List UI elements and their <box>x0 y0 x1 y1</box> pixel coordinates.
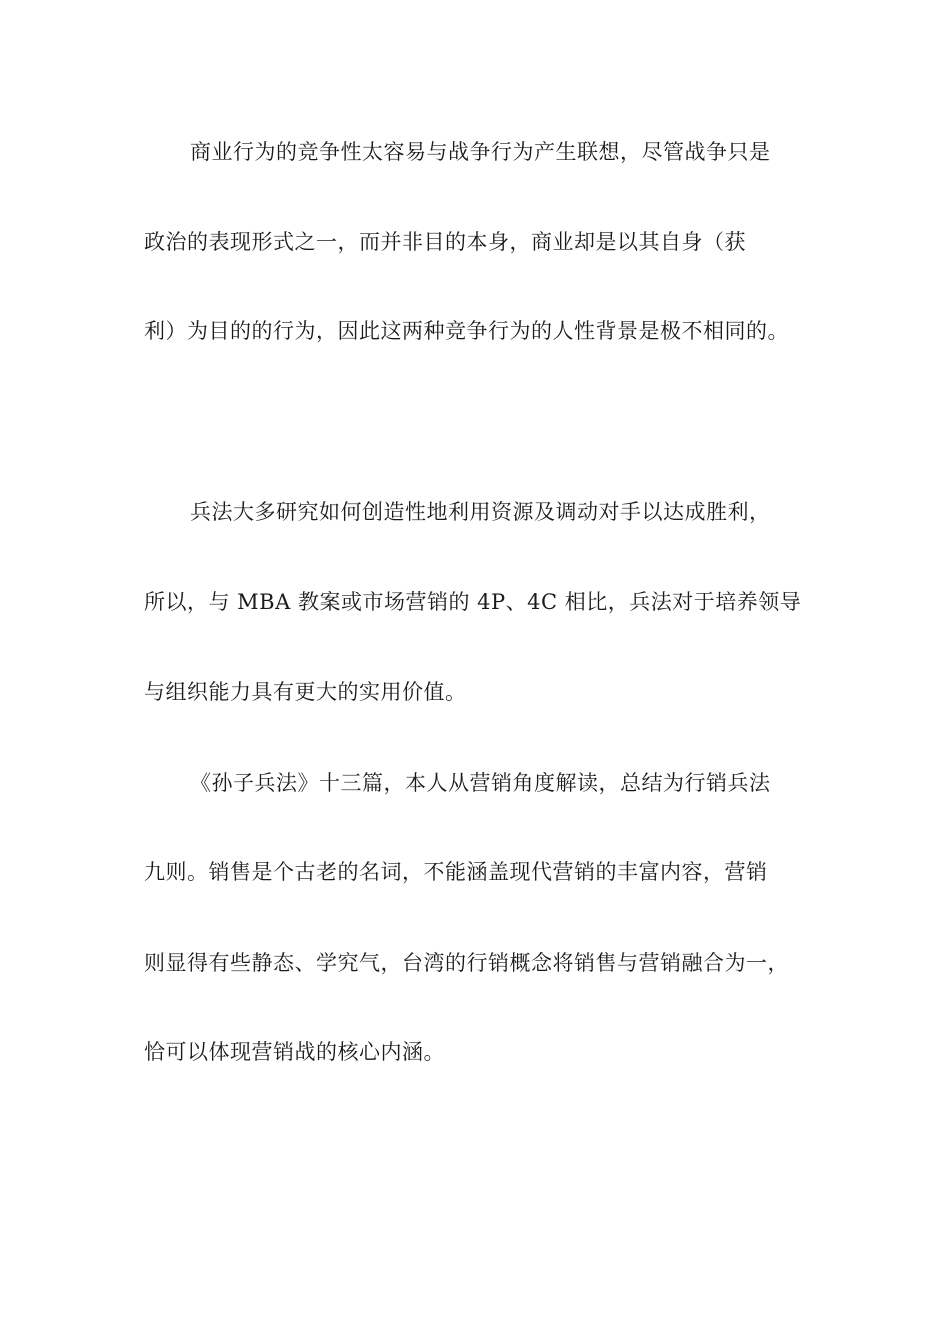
paragraph-line: 商业行为的竞争性太容易与战争行为产生联想，尽管战争只是 <box>190 140 771 164</box>
paragraph-line: 恰可以体现营销战的核心内涵。 <box>144 1040 445 1064</box>
paragraph-line: 政治的表现形式之一，而并非目的本身，商业却是以其自身（获 <box>144 230 746 254</box>
paragraph-line: 利）为目的的行为，因此这两种竞争行为的人性背景是极不相同的。 <box>144 319 789 343</box>
paragraph-line: 兵法大多研究如何创造性地利用资源及调动对手以达成胜利， <box>190 500 771 524</box>
paragraph-line: 九则。销售是个古老的名词，不能涵盖现代营销的丰富内容，营销 <box>144 860 768 884</box>
paragraph-line: 则显得有些静态、学究气，台湾的行销概念将销售与营销融合为一， <box>144 951 789 975</box>
paragraph-line: 所以，与 MBA 教案或市场营销的 4P、4C 相比，兵法对于培养领导 <box>144 590 802 614</box>
paragraph-line: 《孙子兵法》十三篇，本人从营销角度解读，总结为行销兵法 <box>190 771 771 795</box>
paragraph-line: 与组织能力具有更大的实用价值。 <box>144 680 467 704</box>
